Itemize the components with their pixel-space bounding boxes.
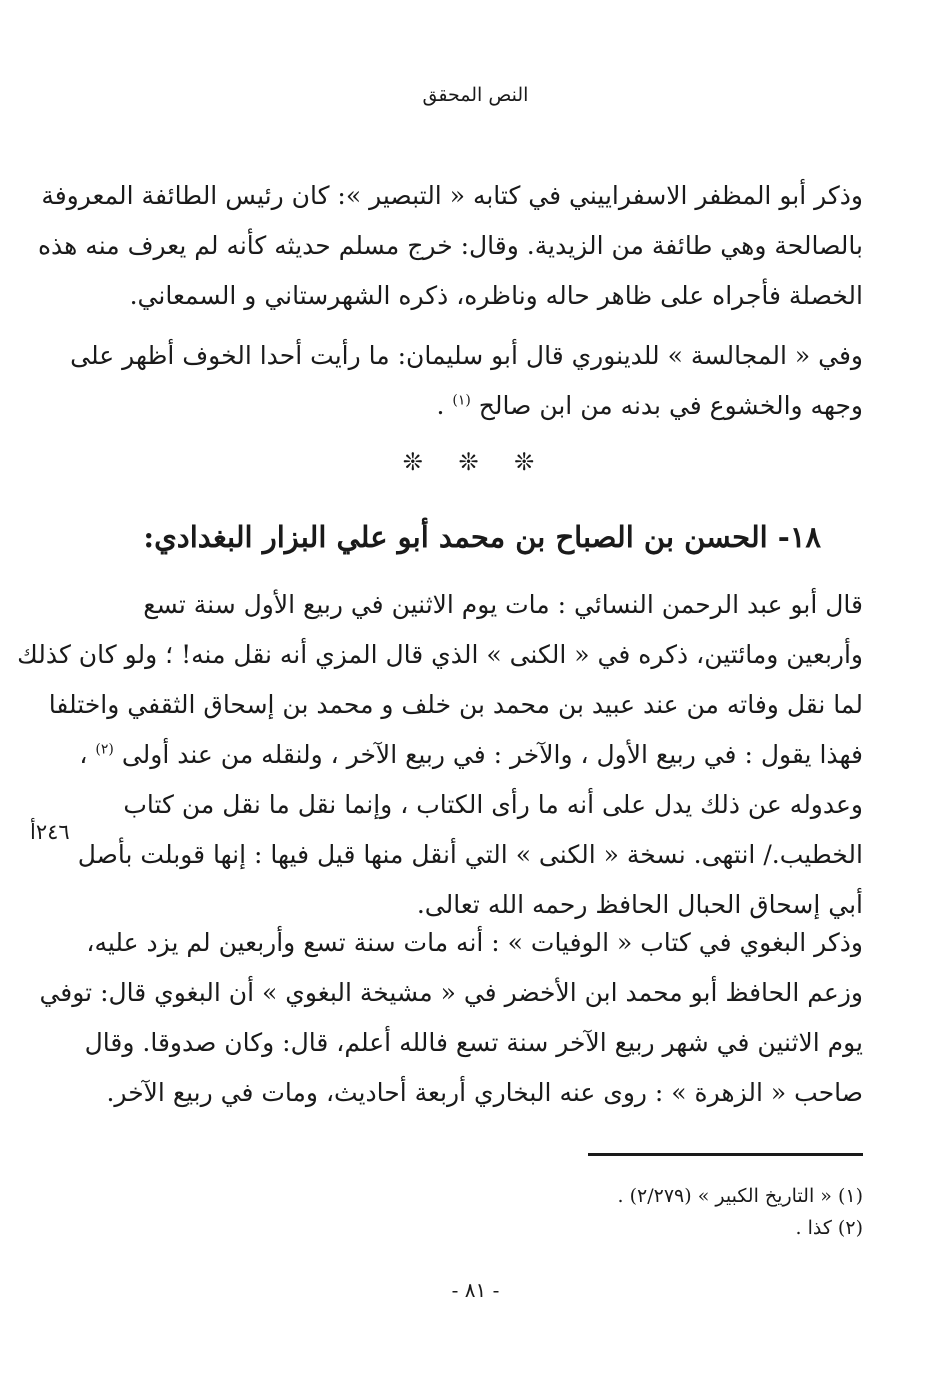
paragraph-1-line: الخصلة فأجراه على ظاهر حاله وناظره، ذكره الشهرستاني و السمعاني.	[129, 281, 863, 310]
footnote-1: (١) « التاريخ الكبير » (٢/٢٧٩) .	[617, 1185, 863, 1207]
folio-margin-note: ٢٤٦أ	[30, 820, 70, 844]
paragraph-3-line: أبي إسحاق الحبال الحافظ رحمه الله تعالى.	[416, 890, 863, 919]
paragraph-2-line: وفي « المجالسة » للدينوري قال أبو سليمان: ما رأيت أحدا الخوف أظهر على	[70, 341, 863, 370]
paragraph-3-line: قال أبو عبد الرحمن النسائي : مات يوم الاثنين في ربيع الأول سنة تسع	[143, 590, 863, 619]
paragraph-2	[70, 331, 863, 431]
paragraph-2-period: .	[436, 391, 445, 420]
running-head: النص المحقق	[422, 84, 529, 106]
footnotes	[263, 1180, 863, 1244]
footnote-2: (٢) كذا .	[795, 1217, 863, 1239]
paragraph-3-line-text: فهذا يقول : في ربيع الأول ، والآخر : في ربيع الآخر ، ولنقله من عند أولى	[121, 740, 863, 769]
entry-heading: ١٨- الحسن بن الصباح بن محمد أبو علي البزار البغدادي:	[143, 520, 821, 554]
footnote-divider	[588, 1153, 863, 1156]
paragraph-1-line: بالصالحة وهي طائفة من الزيدية. وقال: خرج مسلم حديثه كأنه لم يعرف منه هذه	[37, 231, 863, 260]
paragraph-4-line: صاحب « الزهرة » : روى عنه البخاري أربعة أحاديث، ومات في ربيع الآخر.	[106, 1078, 863, 1107]
section-separator: ❊ ❊ ❊	[402, 448, 549, 476]
paragraph-3-line: وعدوله عن ذلك يدل على أنه ما رأى الكتاب ، وإنما نقل ما نقل من كتاب	[123, 790, 863, 819]
paragraph-2-last-line	[88, 381, 863, 431]
footnote-ref-1: (١)	[452, 392, 471, 409]
paragraph-3-line-with-ref	[79, 730, 863, 780]
paragraph-3-line: وأربعين ومائتين، ذكره في « الكنى » الذي قال المزي أنه نقل منه! ؛ ولو كان كذلك	[17, 640, 863, 669]
paragraph-4-line: وزعم الحافظ أبو محمد ابن الأخضر في « مشيخة البغوي » أن البغوي قال: توفي	[39, 978, 863, 1007]
paragraph-3-line: الخطيب./ انتهى. نسخة « الكنى » التي أنقل منها قيل فيها : إنها قوبلت بأصل	[77, 840, 863, 869]
paragraph-4-line: وذكر البغوي في كتاب « الوفيات » : أنه مات سنة تسع وأربعين لم يزد عليه،	[86, 928, 863, 957]
paragraph-1-line: وذكر أبو المظفر الاسفراييني في كتابه « التبصير »: كان رئيس الطائفة المعروفة	[41, 181, 863, 210]
paragraph-2-line-text: وجهه والخشوع في بدنه من ابن صالح	[478, 391, 863, 420]
paragraph-1	[37, 171, 863, 321]
paragraph-3-comma: ،	[79, 740, 88, 769]
paragraph-3-line: لما نقل وفاته من عند عبيد بن محمد بن خلف و محمد بن إسحاق الثقفي واختلفا	[48, 690, 863, 719]
paragraph-4-line: يوم الاثنين في شهر ربيع الآخر سنة تسع فالله أعلم، قال: وكان صدوقا. وقال	[84, 1028, 863, 1057]
page-number: - ٨١ -	[451, 1278, 500, 1302]
paragraph-4	[39, 918, 863, 1118]
footnote-ref-2: (٢)	[95, 741, 114, 758]
